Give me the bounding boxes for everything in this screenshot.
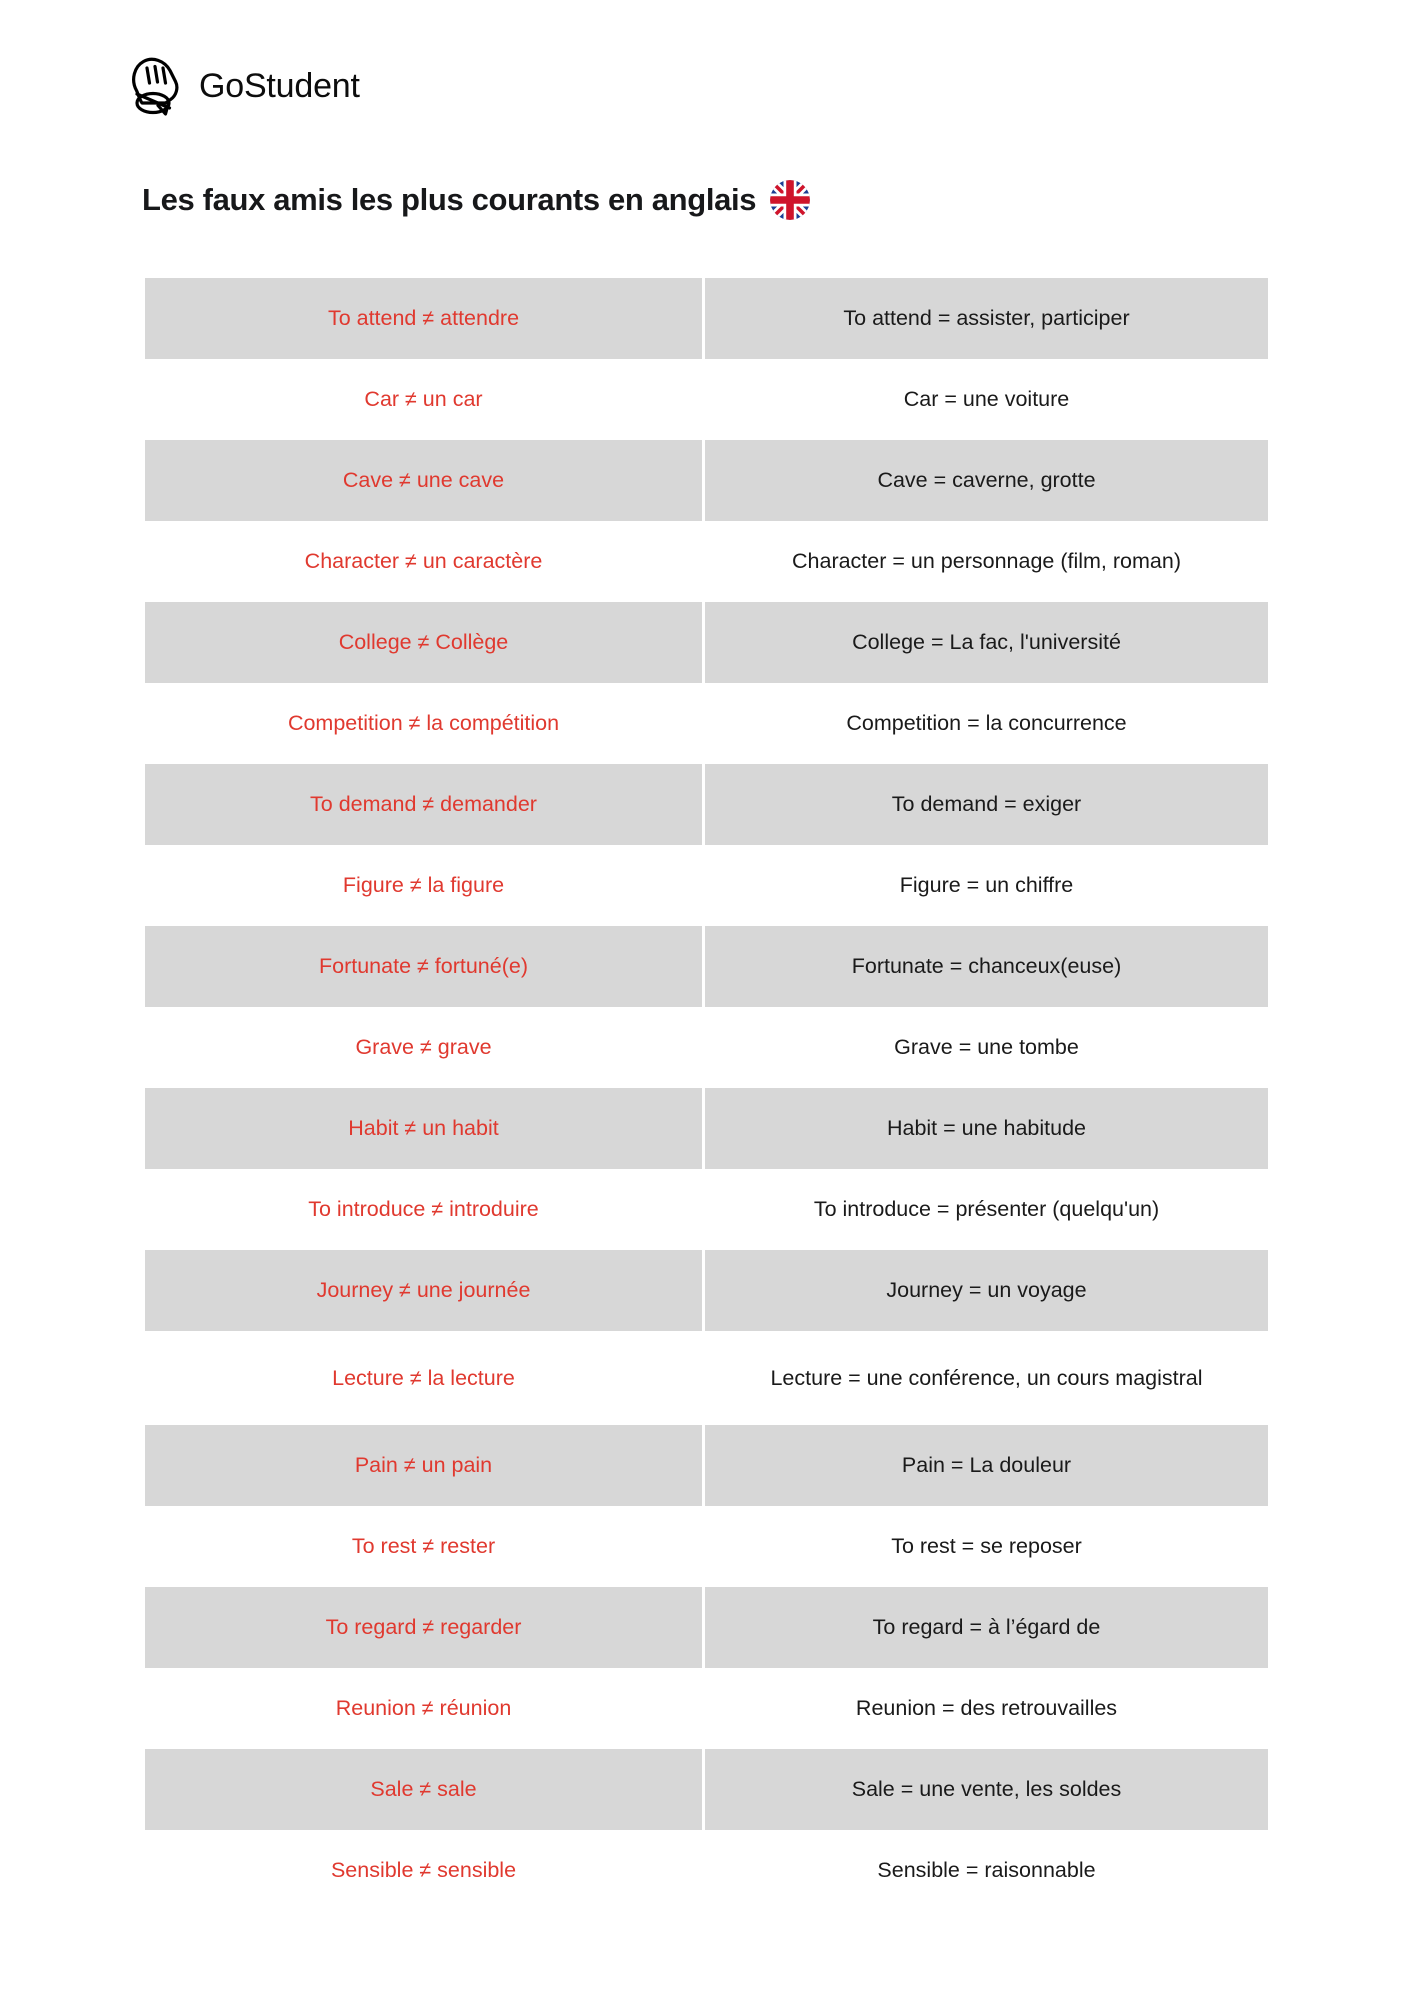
page-title-text: Les faux amis les plus courants en anglais (142, 181, 757, 217)
false-friend-cell: Character ≠ un caractère (145, 521, 705, 602)
table-row (145, 1830, 1268, 1911)
meaning-cell: To introduce = présenter (quelqu'un) (813, 1197, 1160, 1222)
meaning-cell: To demand = exiger (891, 792, 1082, 817)
false-friend-cell: To regard ≠ regarder (145, 1587, 705, 1668)
false-friend-cell: Habit ≠ un habit (145, 1088, 705, 1169)
table-row (145, 764, 1268, 845)
meaning-cell: Journey = un voyage (886, 1278, 1087, 1303)
uk-flag-icon (770, 180, 810, 220)
meaning-cell: Character = un personnage (film, roman) (792, 549, 1181, 574)
false-friend-cell: Grave ≠ grave (145, 1007, 705, 1088)
table-row (145, 359, 1268, 440)
gostudent-rocket-logo-icon (128, 56, 186, 116)
false-friend-cell: To rest ≠ rester (145, 1506, 705, 1587)
brand-logo (128, 56, 360, 116)
meaning-cell: Pain = La douleur (901, 1453, 1072, 1478)
table-row (145, 440, 1268, 521)
false-friend-cell: Car ≠ un car (145, 359, 705, 440)
table-row (145, 1749, 1268, 1830)
meaning-cell: Car = une voiture (903, 387, 1070, 412)
meaning-cell: Reunion = des retrouvailles (855, 1696, 1118, 1721)
false-friend-cell: To introduce ≠ introduire (145, 1169, 705, 1250)
table-row (145, 1425, 1268, 1506)
false-friend-cell: Cave ≠ une cave (145, 440, 705, 521)
false-friend-cell: College ≠ Collège (145, 602, 705, 683)
table-row (145, 278, 1268, 359)
false-friend-cell: Figure ≠ la figure (145, 845, 705, 926)
table-row (145, 1668, 1268, 1749)
meaning-cell: Fortunate = chanceux(euse) (851, 954, 1122, 979)
table-row (145, 521, 1268, 602)
meaning-cell: Habit = une habitude (886, 1116, 1087, 1141)
table-row (145, 683, 1268, 764)
brand-name: GoStudent (199, 67, 360, 105)
false-friends-table (145, 278, 1268, 1911)
meaning-cell: Figure = un chiffre (899, 873, 1074, 898)
meaning-cell: Competition = la concurrence (846, 711, 1127, 736)
meaning-cell: Grave = une tombe (894, 1035, 1079, 1060)
table-row (145, 1088, 1268, 1169)
table-row (145, 926, 1268, 1007)
false-friend-cell: Pain ≠ un pain (145, 1425, 705, 1506)
meaning-cell: To regard = à l’égard de (872, 1615, 1101, 1640)
meaning-cell: To attend = assister, participer (843, 306, 1130, 331)
false-friend-cell: Sensible ≠ sensible (145, 1830, 705, 1911)
table-row (145, 602, 1268, 683)
table-row (145, 1506, 1268, 1587)
table-row (145, 1169, 1268, 1250)
false-friend-cell: Competition ≠ la compétition (145, 683, 705, 764)
false-friend-cell: Lecture ≠ la lecture (145, 1331, 705, 1425)
false-friend-cell: Journey ≠ une journée (145, 1250, 705, 1331)
false-friend-cell: To attend ≠ attendre (145, 278, 705, 359)
table-row (145, 1587, 1268, 1668)
meaning-text: Lecture = une conférence, un cours magistral (770, 1365, 1203, 1390)
meaning-cell: Cave = caverne, grotte (877, 468, 1096, 493)
page-title (142, 180, 810, 220)
table-row (145, 1250, 1268, 1331)
table-row (145, 1007, 1268, 1088)
meaning-cell: To rest = se reposer (891, 1534, 1082, 1559)
meaning-cell: College = La fac, l'université (852, 630, 1121, 655)
meaning-cell (705, 1331, 1268, 1425)
table-row (145, 1331, 1268, 1425)
meaning-cell: Sensible = raisonnable (877, 1858, 1096, 1883)
false-friend-cell: Sale ≠ sale (145, 1749, 705, 1830)
false-friend-cell: Fortunate ≠ fortuné(e) (145, 926, 705, 1007)
table-row (145, 845, 1268, 926)
meaning-cell: Sale = une vente, les soldes (851, 1777, 1122, 1802)
false-friend-cell: Reunion ≠ réunion (145, 1668, 705, 1749)
false-friend-cell: To demand ≠ demander (145, 764, 705, 845)
